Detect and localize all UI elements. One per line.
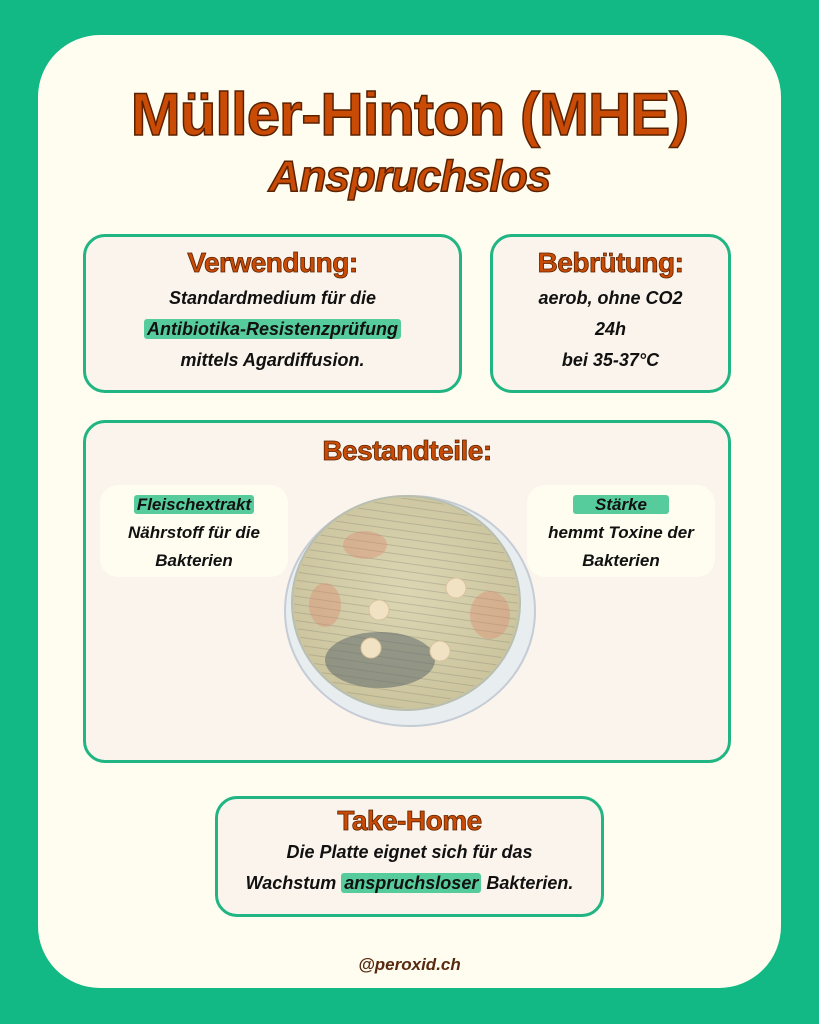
takehome-text: Bakterien. [481,873,574,893]
ingredient-staerke [527,485,715,577]
ingredient-name: Stärke [573,495,669,514]
footer-handle: @peroxid.ch [358,955,461,974]
page-subtitle: Anspruchslos [268,152,551,201]
bestandteile-heading: Bestandteile: [322,435,492,466]
takehome-text: Wachstum [245,873,342,893]
petri-dish-image [280,485,540,730]
takehome-heading: Take-Home [337,805,482,836]
page-title: Müller-Hinton (MHE) [130,81,689,148]
ingredient-fleischextrakt [100,485,288,577]
bebruetung-line: 24h [594,319,627,339]
verwendung-line: mittels Agardiffusion. [180,350,365,370]
bebruetung-box [490,234,731,393]
verwendung-line: Standardmedium für die [168,288,377,308]
ingredient-name: Fleischextrakt [134,495,254,514]
bebruetung-line: bei 35-37°C [561,350,660,370]
bebruetung-line: aerob, ohne CO2 [538,288,683,308]
verwendung-highlight: Antibiotika-Resistenzprüfung [144,319,401,339]
verwendung-box [83,234,462,393]
takehome-line: Die Platte eignet sich für das [286,842,533,862]
takehome-highlight: anspruchsloser [341,873,481,893]
ingredient-desc: Bakterien [582,551,660,570]
bebruetung-heading: Bebrütung: [537,247,684,278]
ingredient-desc: hemmt Toxine der [548,523,694,542]
ingredient-desc: Nährstoff für die [128,523,260,542]
takehome-box [215,796,604,917]
ingredient-desc: Bakterien [155,551,233,570]
verwendung-heading: Verwendung: [187,247,358,278]
